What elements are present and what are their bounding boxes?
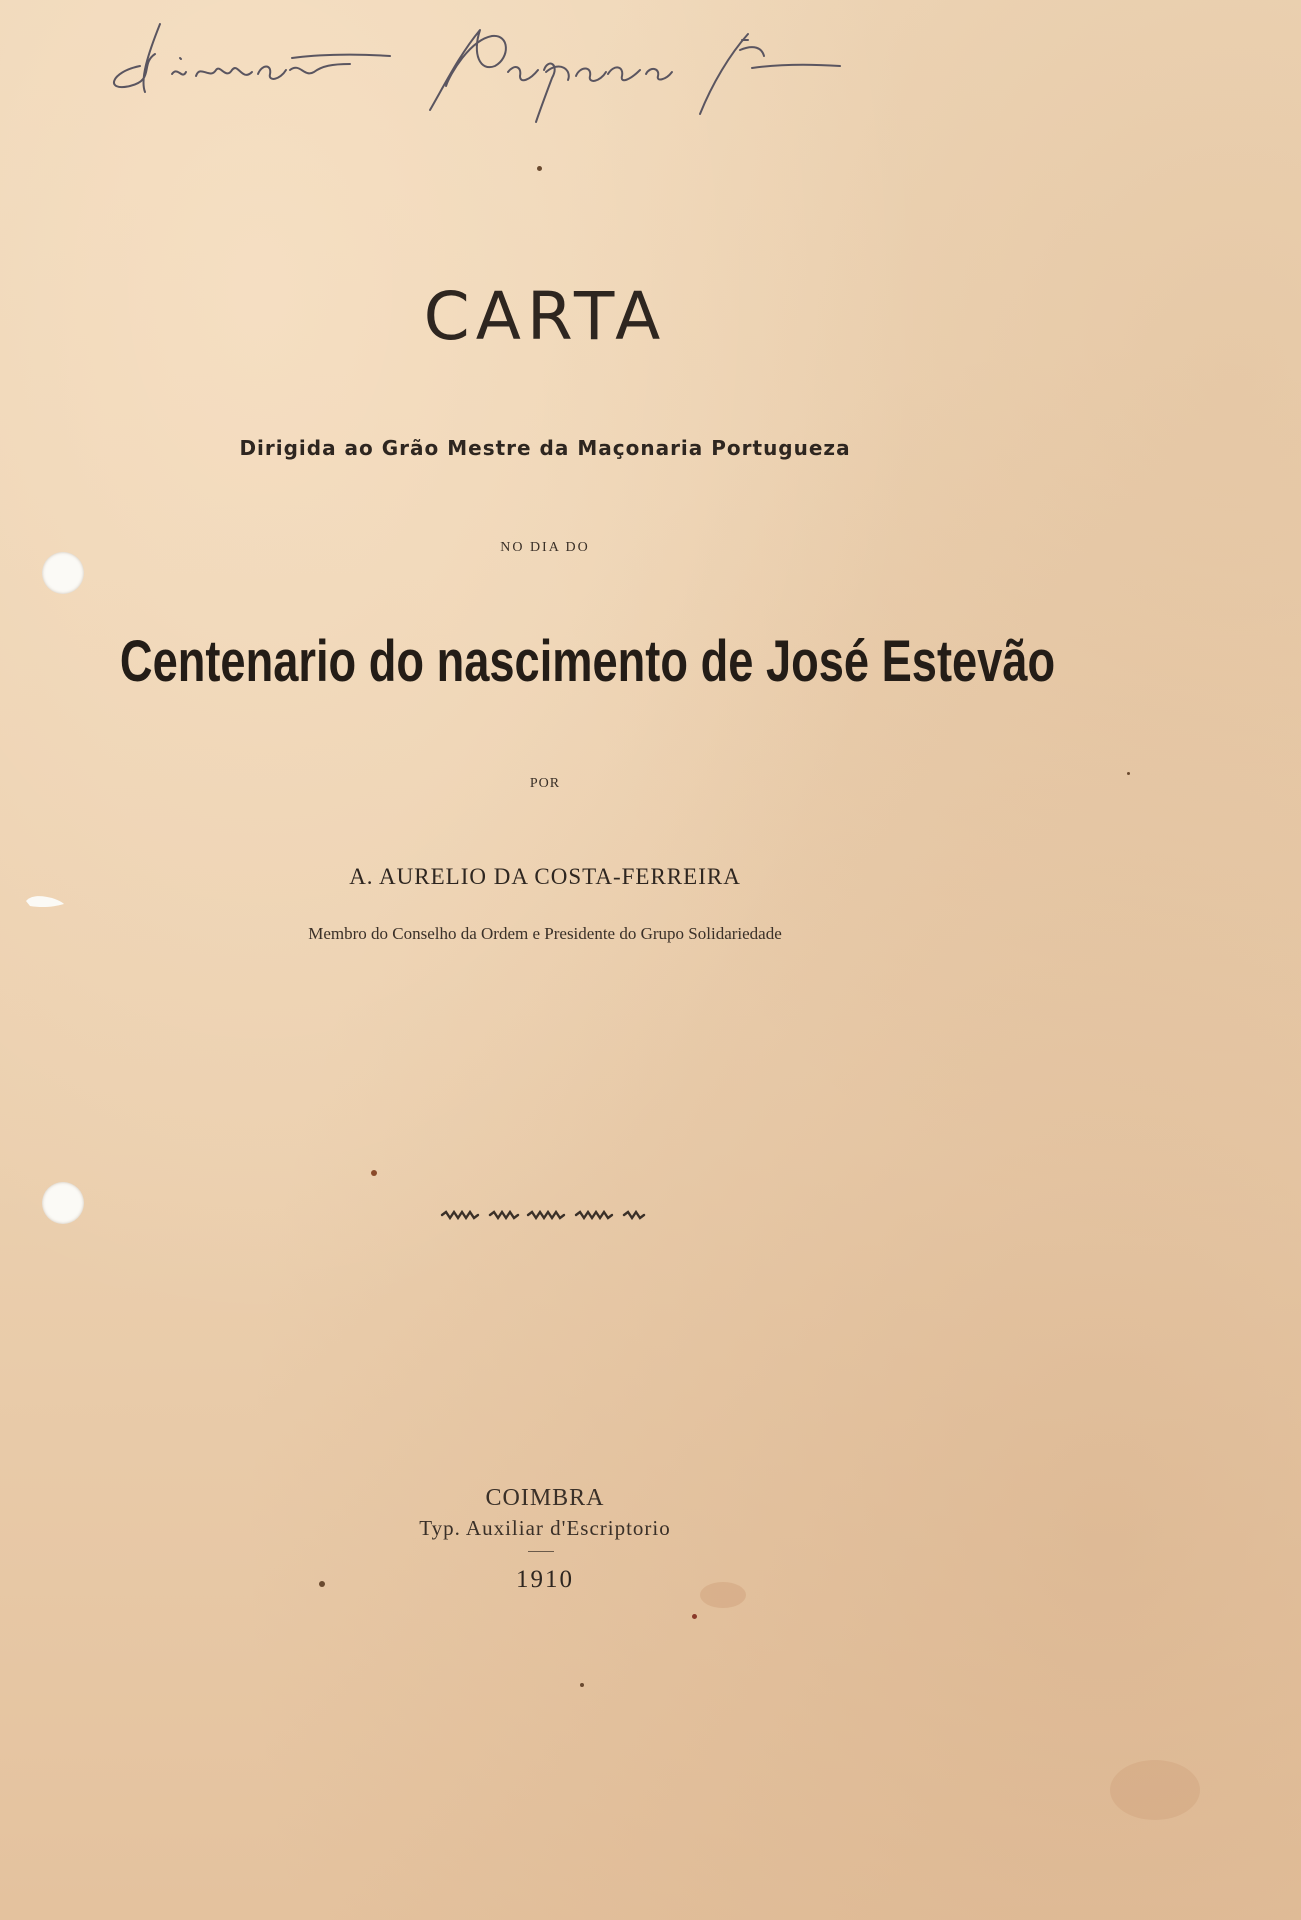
year-rule xyxy=(528,1551,554,1552)
imprint-year: 1910 xyxy=(516,1566,574,1593)
imprint-city: COIMBRA xyxy=(485,1485,605,1511)
paper-speck xyxy=(580,1683,584,1687)
headline: Centenario do nascimento de José Estevão xyxy=(119,629,1056,694)
vine-rule-ornament xyxy=(440,1208,650,1222)
author-role: Membro do Conselho da Ordem e Presidente do Grupo Solidariedade xyxy=(308,924,782,943)
paper-stain xyxy=(700,1582,746,1608)
paper-speck xyxy=(1127,772,1130,775)
paper-speck xyxy=(371,1170,377,1176)
handwritten-signature xyxy=(100,14,860,134)
document-subtitle: Dirigida ao Grão Mestre da Maçonaria Portugueza xyxy=(239,436,851,460)
paper-speck xyxy=(537,166,542,171)
paper-speck xyxy=(319,1581,325,1587)
punch-hole xyxy=(42,552,84,594)
paper-tear xyxy=(24,892,66,910)
imprint-press: Typ. Auxiliar d'Escriptorio xyxy=(419,1516,671,1540)
punch-hole xyxy=(42,1182,84,1224)
by-label: POR xyxy=(529,776,561,791)
author-name: A. AURELIO DA COSTA-FERREIRA xyxy=(349,864,741,889)
paper-speck xyxy=(692,1614,697,1619)
connector-text: NO DIA DO xyxy=(500,540,590,555)
document-title: CARTA xyxy=(423,278,667,355)
paper-stain xyxy=(1110,1760,1200,1820)
